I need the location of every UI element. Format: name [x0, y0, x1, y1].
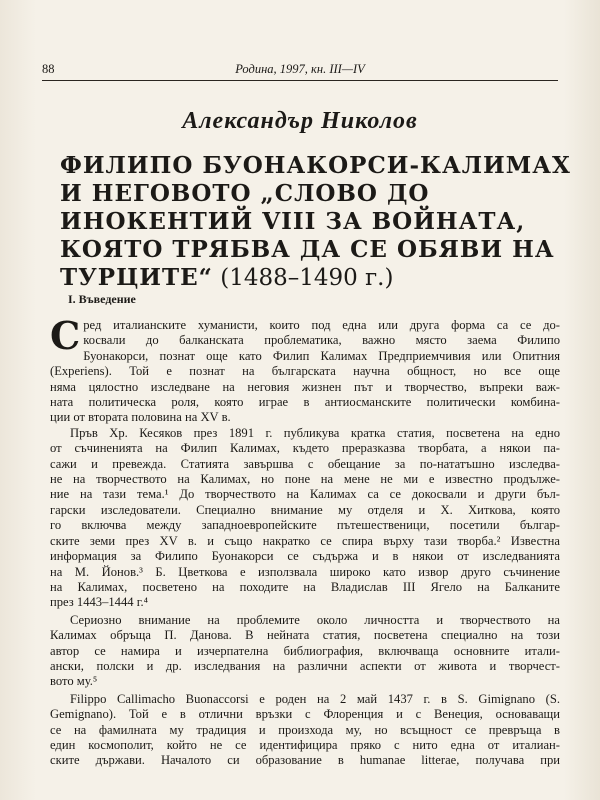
- text-line: го включва между западноевропейските пътешественици, посетили българ-: [50, 518, 560, 533]
- text-line: не на творчеството на Калимах, но поне на мене не ми е известно продълже-: [50, 472, 560, 487]
- text-line: вото му.⁵: [50, 674, 98, 689]
- text-line: ските държави. Началото си образование в humanae litterae, получава при: [50, 753, 560, 768]
- text-line: Gemignano). Той е в отлични връзки с Флоренция и с Венеция, основаващи: [50, 707, 560, 722]
- text-line: Пръв Хр. Кесяков през 1891 г. публикува кратка статия, посветена на едно: [70, 425, 560, 440]
- section-heading: I. Въведение: [68, 292, 136, 306]
- text-line: през 1443–1444 г.⁴: [50, 595, 149, 610]
- text-line: на Калимах, посветено на походите на Владислав III Ягело на Балканите: [50, 579, 560, 594]
- text-line: ред италианските хуманисти, които под една или друга форма са се до-: [83, 318, 560, 332]
- author-name: Александър Николов: [182, 108, 418, 134]
- text-line: от съчиненията на Филип Калимах, където преразказва творбата, а някои па-: [50, 441, 560, 456]
- text-line: ции от втората половина на XV в.: [50, 410, 231, 425]
- text-line: Буонакорси, познат още като Филип Калимах Предприемчивия или Опитния: [83, 348, 560, 363]
- title-line: ИНОКЕНТИЙ VIII ЗА ВОЙНАТА,: [60, 208, 526, 235]
- title-date-range: (1488–1490 г.): [212, 265, 394, 291]
- page-number: 88: [42, 62, 55, 76]
- paragraph-4: [50, 692, 560, 769]
- text-line: сажи и превежда. Статията завършва с обещание за по-нататъшно изследва-: [50, 456, 560, 471]
- text-line: Калимах обръща П. Данова. В нейната статия, посветена специално на този: [50, 628, 560, 643]
- text-line: ските земи през XV в. и също накратко се спира върху тази творба.² Известна: [50, 533, 560, 548]
- text-line: Сериозно внимание на проблемите около личността и творчеството на: [70, 612, 560, 627]
- text-line: автор се намира и изчерпателна библиография, включваща основните итали-: [50, 643, 560, 658]
- title-line: КОЯТО ТРЯБВА ДА СЕ ОБЯВИ НА: [60, 236, 555, 263]
- text-line: информация за Филипо Буонакорси се съдържа и в някои от изследванията: [50, 549, 560, 564]
- text-line: (Experiens). Той е познат на българската научна общност, но все още: [50, 364, 560, 379]
- text-line: ански, полски и др. изследвания на различни аспекти от живота и творчест-: [50, 658, 560, 673]
- paragraph-3: [50, 613, 560, 690]
- text-line: косвали до балканската проблематика, важно място заема Филипо: [83, 333, 560, 348]
- running-header: [42, 62, 558, 78]
- article-title: [60, 152, 580, 292]
- title-line: И НЕГОВОТО „СЛОВО ДО: [60, 180, 430, 207]
- paragraph-1: [50, 313, 560, 426]
- paragraph-2: [50, 426, 560, 611]
- article-body: [50, 313, 560, 769]
- title-last-word: ТУРЦИТЕ“: [60, 264, 213, 291]
- drop-cap: С: [50, 313, 81, 358]
- text-line: няма цялостно изследване на неговия жизнен път и творчество, въпреки важ-: [50, 379, 560, 394]
- title-line: ФИЛИПО БУОНАКОРСИ-КАЛИМАХ: [60, 152, 571, 179]
- text-line: ние на тази тема.¹ До творчеството на Калимах са се докосвали и други бъл-: [50, 487, 560, 502]
- text-line: на М. Йонов.³ Б. Цветкова е използвала широко като извор друго съчинение: [50, 564, 560, 579]
- header-rule: [42, 80, 558, 81]
- text-line: Filippo Callimacho Buonaccorsi е роден на 2 май 1437 г. в S. Gimignano (S.: [70, 691, 560, 706]
- title-line: [60, 264, 580, 292]
- text-line: гарски изследователи. Специално внимание му отделя и Х. Хиткова, която: [50, 502, 560, 517]
- text-line: един космополит, който не се идентифицира пряко с нито една от италиан-: [50, 737, 560, 752]
- journal-reference: Родина, 1997, кн. III—IV: [235, 62, 365, 76]
- text-line: ната политическа роля, която играе в антиосманските политически комбина-: [50, 395, 560, 410]
- text-line: се на фамилната му традиция и произхода му, но всъщност се превръща в: [50, 722, 560, 737]
